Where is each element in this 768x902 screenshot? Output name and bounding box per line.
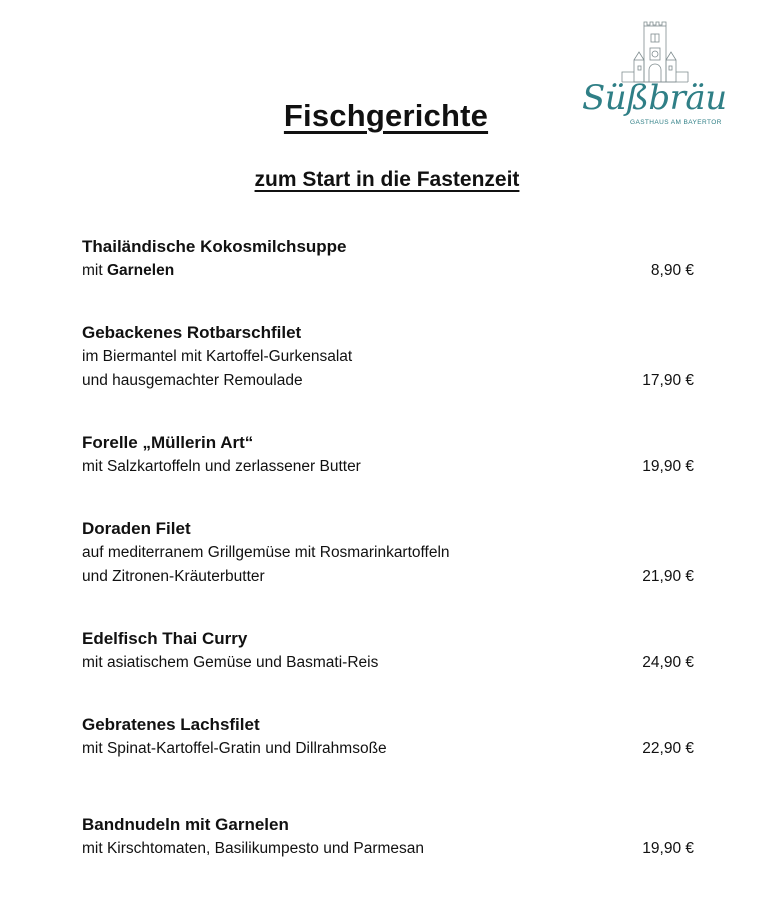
dish-price: 19,90 € [642,840,694,857]
dish-name: Forelle „Müllerin Art“ [82,433,254,452]
dish-price: 22,90 € [642,740,694,757]
dish-description: mit Kirschtomaten, Basilikumpesto und Parmesan [82,840,425,857]
logo-tagline: GASTHAUS AM BAYERTOR [630,119,722,126]
dish-name: Gebratenes Lachsfilet [82,715,260,734]
menu-item [82,813,694,861]
dish-price: 8,90 € [650,262,694,279]
menu-item [82,235,694,283]
dish-name: Doraden Filet [82,519,191,538]
dish-price: 17,90 € [642,372,694,389]
dish-description: im Biermantel mit Kartoffel-Gurkensalat [82,348,353,365]
dish-price: 24,90 € [642,654,694,671]
menu-item [82,713,694,761]
dish-name: Gebackenes Rotbarschfilet [82,323,302,342]
dish-price: 19,90 € [642,458,694,475]
dish-price: 21,90 € [642,568,694,585]
dish-name: Edelfisch Thai Curry [82,629,248,648]
page-title: Fischgerichte [283,98,489,133]
menu-item [82,517,694,589]
dish-description: mit asiatischem Gemüse und Basmati-Reis [82,654,379,671]
dish-description: und hausgemachter Remoulade [82,372,303,389]
dish-description: und Zitronen-Kräuterbutter [82,568,265,585]
logo-wordmark: Süßbräu [582,78,727,118]
dish-description: mit Garnelen [82,262,175,279]
dish-description: mit Salzkartoffeln und zerlassener Butter [82,458,361,475]
dish-description: mit Spinat-Kartoffel-Gratin und Dillrahmsoße [82,740,387,757]
menu-item [82,627,694,675]
dish-description: auf mediterranem Grillgemüse mit Rosmarinkartoffeln [82,544,450,561]
page-subtitle: zum Start in die Fastenzeit [254,168,520,191]
dish-name: Bandnudeln mit Garnelen [82,815,289,834]
menu-item [82,431,694,479]
dish-name: Thailändische Kokosmilchsuppe [82,237,347,256]
dish-description-highlight: Garnelen [106,262,175,279]
menu-item [82,321,694,393]
